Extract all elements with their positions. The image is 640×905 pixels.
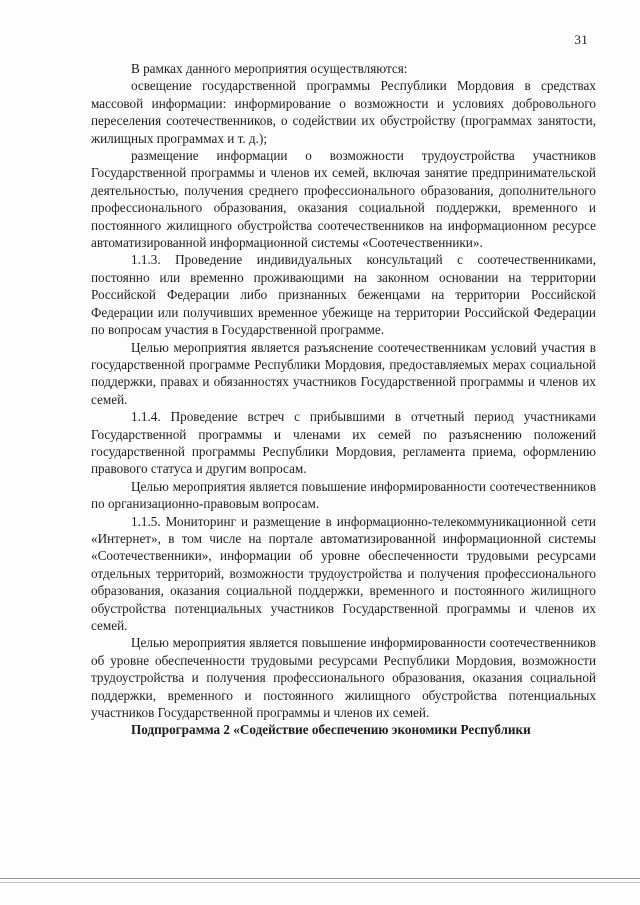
paragraph: В рамках данного мероприятия осуществляются: (131, 61, 408, 76)
paragraph: освещение государственной программы Республики Мордовия в средствах массовой информации: информирование о возможности и условиях добровольного переселения соотечественников, о содействии их обустройству (программах занятости, жилищных программах и т. д.); (91, 78, 596, 146)
scan-edge-line (0, 882, 640, 883)
paragraph: размещение информации о возможности трудоустройства участников Государственной программы и членов их семей, включая занятие предпринимательской деятельностью, получения среднего профессионального образования, дополнительного профессионального образования, оказания социальной поддержки, временного и постоянного жилищного обустройства соотечественников на информационном ресурсе автоматизированной информационной системы «Соотечественники». (91, 148, 596, 251)
paragraph: Целью мероприятия является повышение информированности соотечественников об уровне обеспеченности трудовыми ресурсами Республики Мордовия, возможности трудоустройства и получения профессионального образования, оказания социальной поддержки, временного и постоянного жилищного обустройства потенциальных участников Государственной программы и членов их семей. (91, 635, 596, 721)
document-body (91, 60, 596, 739)
subprogram-heading: Подпрограмма 2 «Содействие обеспечению экономики Республики (131, 722, 531, 738)
paragraph: 1.1.4. Проведение встреч с прибывшими в отчетный период участниками Государственной программы и членами их семей по разъяснению положений государственной программы Республики Мордовия, регламента приема, оформлению правового статуса и другим вопросам. (91, 409, 596, 477)
scan-edge-line (0, 878, 640, 879)
paragraph: 1.1.5. Мониторинг и размещение в информационно-телекоммуникационной сети «Интернет», в том числе на портале автоматизированной информационной системы «Соотечественники», информации об уровне обеспеченности трудовыми ресурсами отдельных территорий, возможности трудоустройства и получения профессионального образования, оказания социальной поддержки, временного и постоянного жилищного обустройства потенциальных участников Государственной программы и членов их семей. (91, 513, 596, 633)
page-number: 31 (574, 32, 588, 47)
paragraph: 1.1.3. Проведение индивидуальных консультаций с соотечественниками, постоянно или временно проживающими на законном основании на территории Российской Федерации либо признанных беженцами на территории Российской Федерации или получивших временное убежище на территории Российской Федерации по вопросам участия в Государственной программе. (91, 252, 596, 338)
paragraph: Целью мероприятия является повышение информированности соотечественников по организационно-правовым вопросам. (91, 478, 596, 512)
paragraph: Целью мероприятия является разъяснение соотечественникам условий участия в государственной программе Республики Мордовия, предоставляемых мерах социальной поддержки, правах и обязанностях участников Государственной программы и членов их семей. (91, 339, 596, 407)
